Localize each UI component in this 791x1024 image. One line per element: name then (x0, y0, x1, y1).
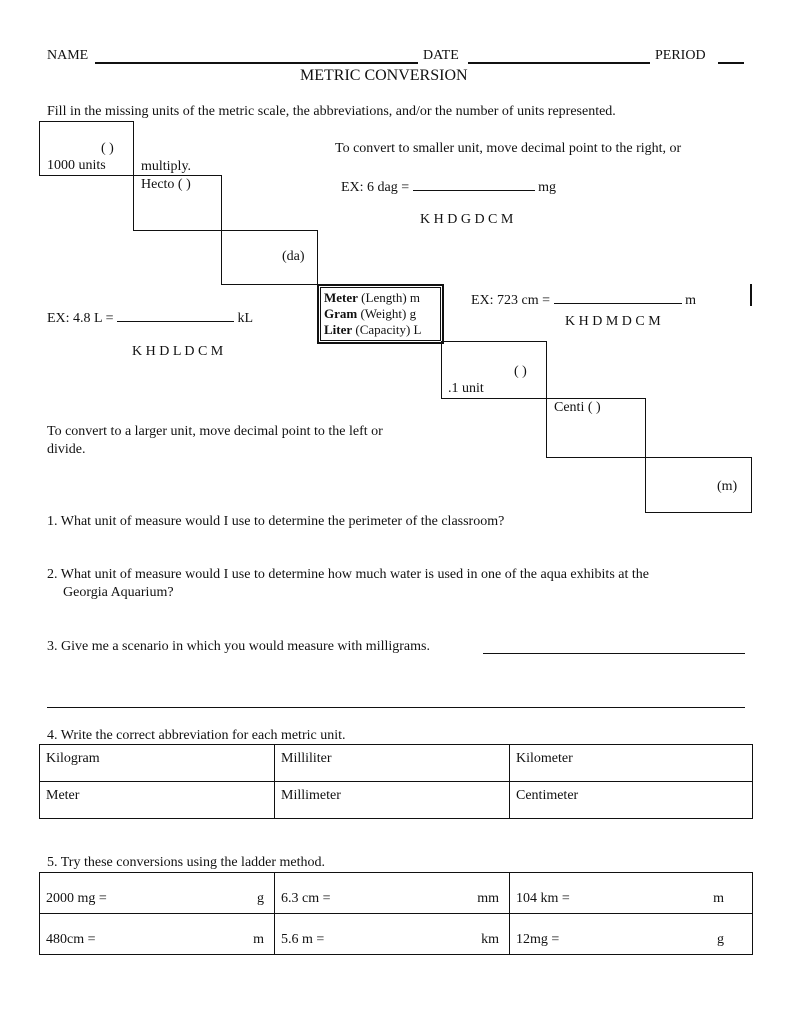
meter-label: Meter (324, 290, 358, 305)
multiply-text: multiply. (141, 159, 192, 174)
example-1-prefix: EX: 6 dag = (341, 180, 413, 195)
abbrev-cell[interactable]: Meter (40, 782, 275, 819)
example-2-suffix: m (681, 293, 696, 308)
larger-unit-note-1: To convert to a larger unit, move decimal point to the left or (47, 424, 383, 439)
question-3: 3. Give me a scenario in which you would measure with milligrams. (47, 639, 430, 654)
centi-label: Centi ( ) (554, 400, 601, 415)
deka-abbr: (da) (282, 249, 305, 264)
conversion-left: 12mg = (516, 932, 560, 947)
gram-desc: (Weight) g (357, 306, 417, 321)
abbrev-cell[interactable]: Kilogram (40, 745, 275, 782)
deci-units: .1 unit (448, 381, 484, 396)
question-1: 1. What unit of measure would I use to determine the perimeter of the classroom? (47, 514, 505, 529)
example-2 (471, 290, 696, 309)
example-1-answer[interactable] (413, 177, 535, 191)
conversion-left: 2000 mg = (46, 891, 107, 906)
abbrev-cell[interactable]: Millimeter (275, 782, 510, 819)
conversion-unit: g (717, 932, 724, 947)
abbrev-cell[interactable]: Kilometer (510, 745, 753, 782)
period-field[interactable] (718, 62, 744, 64)
abbrev-cell[interactable]: Centimeter (510, 782, 753, 819)
gram-label: Gram (324, 306, 358, 321)
example-3-prefix: EX: 4.8 L = (47, 311, 117, 326)
kilo-abbr: ( ) (101, 141, 114, 156)
instructions: Fill in the missing units of the metric scale, the abbreviations, and/or the number of units represented. (47, 104, 616, 119)
example-1 (341, 177, 556, 196)
page-title: METRIC CONVERSION (300, 67, 468, 84)
date-label: DATE (423, 48, 459, 63)
conversion-unit: km (481, 932, 499, 947)
question-4: 4. Write the correct abbreviation for each metric unit. (47, 728, 346, 743)
example-3 (47, 308, 253, 327)
abbreviation-table (39, 744, 753, 819)
conversion-unit: mm (477, 891, 499, 906)
conversion-cell[interactable] (510, 873, 753, 914)
date-field[interactable] (468, 62, 650, 64)
meter-desc: (Length) m (357, 290, 421, 305)
period-label: PERIOD (655, 48, 706, 63)
question-3-answer-line[interactable] (483, 653, 745, 654)
conversion-unit: m (253, 932, 264, 947)
liter-label: Liter (324, 322, 353, 337)
example-3-answer[interactable] (117, 308, 234, 322)
conversion-unit: g (257, 891, 264, 906)
example-2-prefix: EX: 723 cm = (471, 293, 554, 308)
conversion-unit: m (713, 891, 724, 906)
example-3-suffix: kL (233, 311, 254, 326)
question-2-line-1: 2. What unit of measure would I use to determine how much water is used in one of the aqua exhibits at the (47, 567, 649, 582)
liter-desc: (Capacity) L (352, 322, 422, 337)
conversion-left: 104 km = (516, 891, 570, 906)
name-label: NAME (47, 48, 89, 63)
smaller-unit-note: To convert to smaller unit, move decimal point to the right, or (335, 141, 682, 156)
conversion-table (39, 872, 753, 955)
example-1-scale: K H D G D C M (420, 212, 514, 227)
example-1-suffix: mg (534, 180, 557, 195)
conversion-cell[interactable] (40, 914, 275, 955)
conversion-left: 480cm = (46, 932, 96, 947)
larger-unit-note-2: divide. (47, 442, 86, 457)
conversion-left: 6.3 cm = (281, 891, 331, 906)
conversion-cell[interactable] (510, 914, 753, 955)
name-field[interactable] (95, 62, 418, 64)
deci-abbr: ( ) (514, 364, 527, 379)
hecto-label: Hecto ( ) (141, 177, 191, 192)
conversion-cell[interactable] (40, 873, 275, 914)
example-2-scale: K H D M D C M (565, 314, 661, 329)
conversion-cell[interactable] (275, 914, 510, 955)
example-2-answer[interactable] (554, 290, 682, 304)
conversion-left: 5.6 m = (281, 932, 325, 947)
base-units (324, 290, 421, 338)
question-3-answer-line-2[interactable] (47, 707, 745, 708)
abbrev-cell[interactable]: Milliliter (275, 745, 510, 782)
question-5: 5. Try these conversions using the ladder method. (47, 855, 326, 870)
milli-abbr: (m) (717, 479, 738, 494)
example-3-scale: K H D L D C M (132, 344, 224, 359)
conversion-cell[interactable] (275, 873, 510, 914)
question-2-line-2: Georgia Aquarium? (63, 585, 174, 600)
kilo-units: 1000 units (47, 158, 106, 173)
margin-mark (750, 284, 752, 306)
